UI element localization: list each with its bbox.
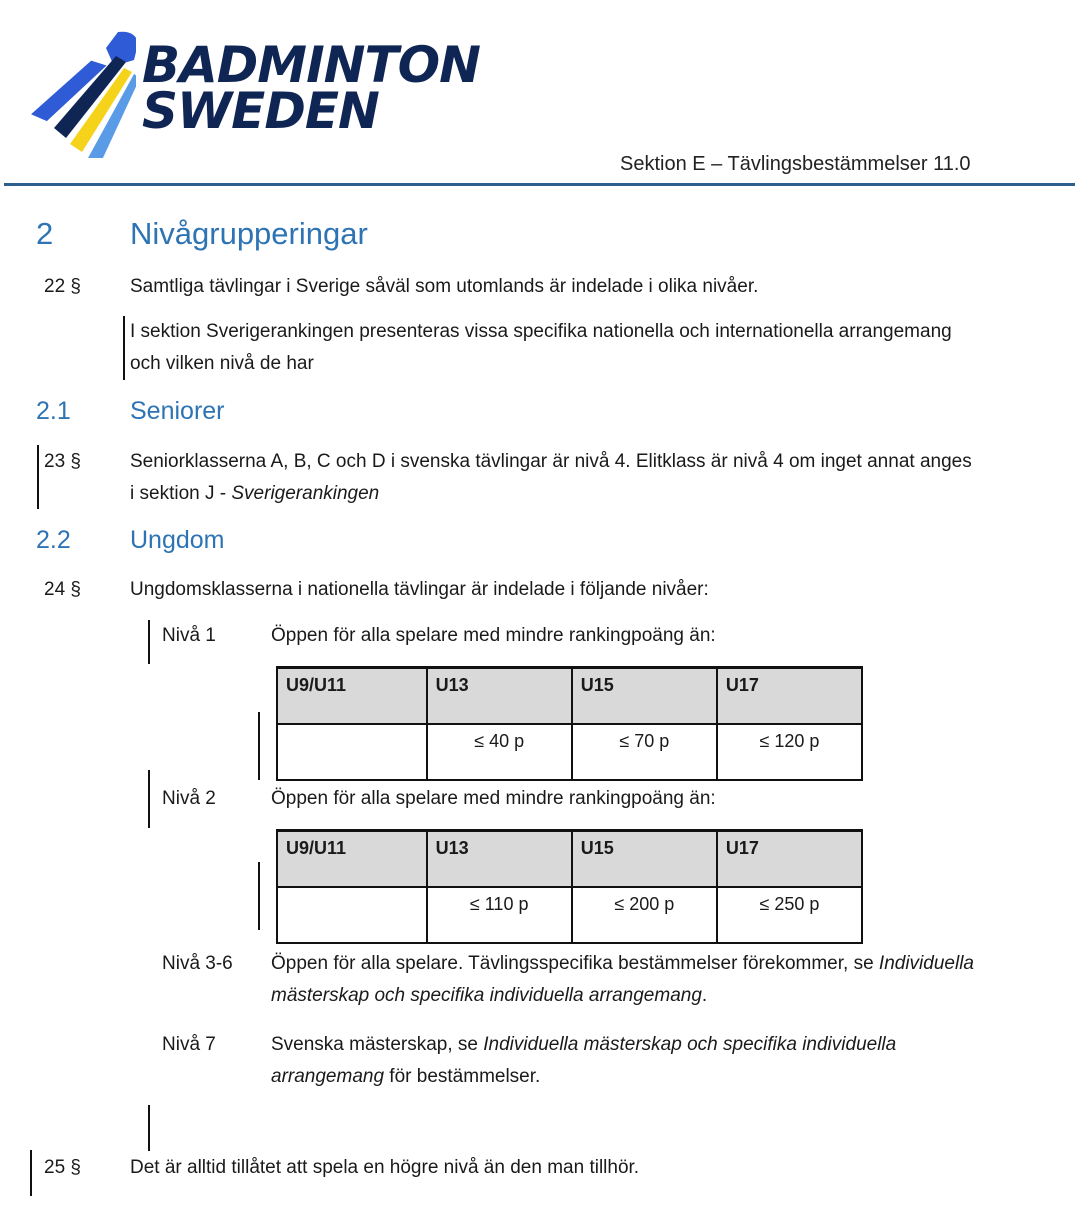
level-2-text: Öppen för alla spelare med mindre rankingpoäng än: (271, 788, 716, 809)
paragraph-23-body: Seniorklasserna A, B, C och D i svenska tävlingar är nivå 4. Elitklass är nivå 4 om inget annat anges i sektion J - (130, 451, 972, 504)
table-cell: ≤ 120 p (717, 724, 862, 780)
change-bar (30, 1150, 32, 1196)
section-2-1-title: Seniorer (130, 397, 225, 425)
level-3-6-end: . (701, 985, 708, 1006)
header-divider (4, 183, 1075, 186)
paragraph-24-number: 24 § (44, 579, 81, 600)
level-3-6-reference: Individuella mästerskap och specifika individuella arrangemang (271, 953, 974, 1006)
table-cell: ≤ 250 p (717, 887, 862, 943)
table-header-row (277, 831, 862, 888)
table-row (277, 887, 862, 943)
table-header-cell: U13 (427, 668, 572, 725)
paragraph-25-number: 25 § (44, 1157, 81, 1178)
table-header-cell: U13 (427, 831, 572, 888)
table-row (277, 724, 862, 780)
logo-line-2: SWEDEN (142, 82, 379, 140)
paragraph-25-text: Det är alltid tillåtet att spela en högre nivå än den man tillhör. (130, 1157, 640, 1178)
level-3-6-label: Nivå 3-6 (162, 953, 233, 974)
change-bar (148, 1105, 150, 1151)
level-7-reference: Individuella mästerskap och specifika individuella arrangemang (271, 1034, 897, 1087)
paragraph-23-number: 23 § (44, 451, 81, 472)
change-bar (148, 770, 150, 828)
chapter-title: Nivågrupperingar (130, 216, 368, 251)
level-7-label: Nivå 7 (162, 1034, 216, 1055)
table-header-cell: U9/U11 (277, 668, 427, 725)
paragraph-23-reference: Sverigerankingen (231, 483, 380, 504)
level-7-end: för bestämmelser. (384, 1066, 541, 1087)
change-bar (258, 862, 260, 930)
table-cell: ≤ 110 p (427, 887, 572, 943)
table-cell: ≤ 70 p (572, 724, 717, 780)
table-cell: ≤ 200 p (572, 887, 717, 943)
section-2-2-number: 2.2 (36, 526, 71, 554)
table-header-cell: U15 (572, 831, 717, 888)
table-header-cell: U17 (717, 668, 862, 725)
paragraph-24-text: Ungdomsklasserna i nationella tävlingar är indelade i följande nivåer: (130, 579, 709, 600)
table-cell (277, 887, 427, 943)
section-2-2-title: Ungdom (130, 526, 225, 554)
table-header-cell: U15 (572, 668, 717, 725)
level-1-text: Öppen för alla spelare med mindre rankingpoäng än: (271, 625, 716, 646)
chapter-number: 2 (36, 216, 54, 251)
table-cell (277, 724, 427, 780)
level-1-points-table (276, 666, 863, 781)
level-1-label: Nivå 1 (162, 625, 216, 646)
table-header-cell: U17 (717, 831, 862, 888)
logo-wordmark (142, 36, 480, 140)
change-bar (123, 316, 125, 380)
level-7-text (271, 1029, 1011, 1093)
table-header-cell: U9/U11 (277, 831, 427, 888)
level-2-points-table (276, 829, 863, 944)
level-2-label: Nivå 2 (162, 788, 216, 809)
change-bar (258, 712, 260, 780)
section-2-1-number: 2.1 (36, 397, 71, 425)
section-header-title: Sektion E – Tävlingsbestämmelser 11.0 (620, 153, 971, 175)
level-3-6-text (271, 948, 1011, 1012)
badminton-sweden-logo-icon (18, 26, 136, 158)
paragraph-22-note: I sektion Sverigerankingen presenteras vissa specifika nationella och internationella arrangemang och vilken nivå de har (130, 321, 952, 374)
paragraph-23-text (130, 446, 980, 510)
level-3-6-body: Öppen för alla spelare. Tävlingsspecifika bestämmelser förekommer, se (271, 953, 879, 974)
table-cell: ≤ 40 p (427, 724, 572, 780)
table-header-row (277, 668, 862, 725)
change-bar (37, 445, 39, 509)
logo-line-1: BADMINTON (142, 36, 480, 94)
change-bar (148, 620, 150, 664)
paragraph-22-number: 22 § (44, 276, 81, 297)
paragraph-22-text: Samtliga tävlingar i Sverige såväl som utomlands är indelade i olika nivåer. (130, 276, 759, 297)
level-7-body: Svenska mästerskap, se (271, 1034, 484, 1055)
